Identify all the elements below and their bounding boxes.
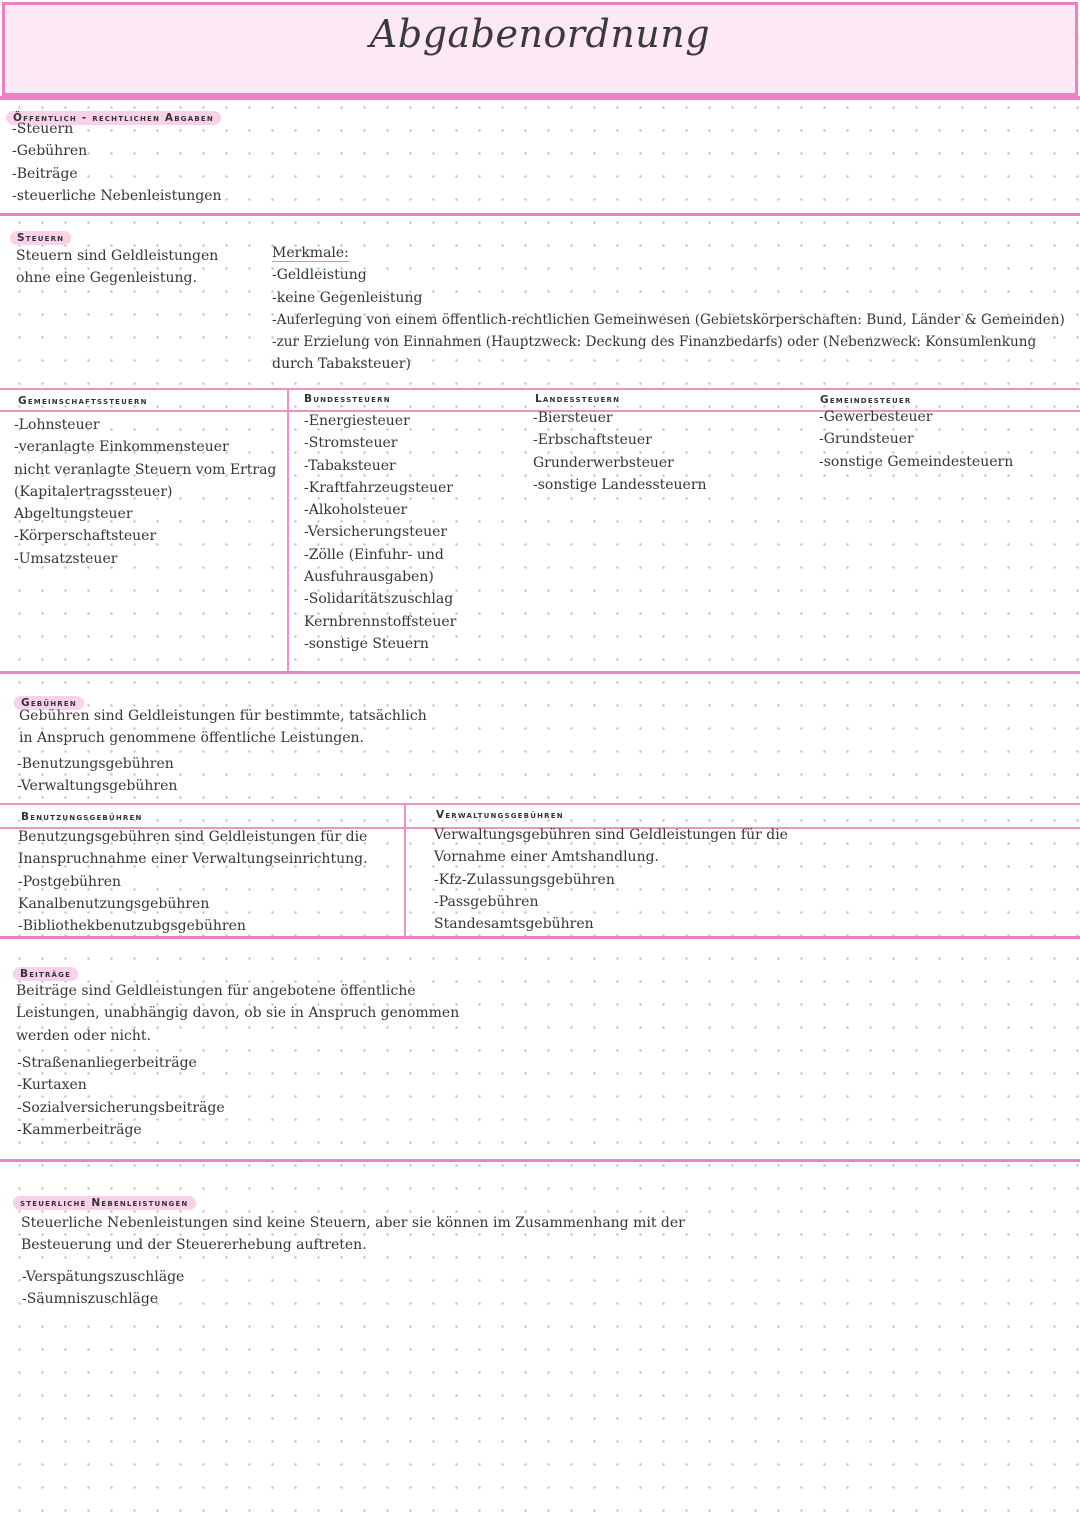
- column-divider: [287, 388, 289, 671]
- list-item: -Benutzungsgebühren: [17, 756, 174, 772]
- bundessteuern-heading: Bundessteuern: [304, 393, 391, 405]
- verwaltungsgebuehren-heading: Verwaltungsgebühren: [436, 809, 564, 821]
- table-top-border: [0, 388, 1080, 390]
- text-line: Inanspruchnahme einer Verwaltungseinrichtung.: [18, 851, 368, 868]
- list-item: -Alkoholsteuer: [304, 502, 408, 519]
- list-item: -Steuern: [12, 121, 74, 137]
- gebuehren-list: [17, 753, 177, 798]
- text-line: Benutzungsgebühren sind Geldleistungen für die: [18, 829, 368, 845]
- list-item: -Umsatzsteuer: [14, 550, 118, 567]
- definition-line: Steuern sind Geldleistungen: [16, 248, 219, 264]
- list-item: -Passgebühren: [434, 893, 539, 910]
- steuern-definition: [16, 245, 218, 290]
- list-item: Kernbrennstoffsteuer: [304, 613, 457, 630]
- list-item: -Säumniszuschläge: [22, 1291, 159, 1308]
- list-item: -Kraftfahrzeugsteuer: [304, 479, 454, 496]
- nebenleistungen-list: [22, 1266, 184, 1311]
- list-item: (Kapitalertragssteuer): [14, 483, 173, 500]
- list-item: -Verspätungszuschläge: [22, 1269, 185, 1285]
- divider: [0, 213, 1080, 216]
- title-underline: [0, 96, 1080, 100]
- list-item: -Gewerbesteuer: [819, 409, 933, 425]
- list-item: -Lohnsteuer: [14, 417, 100, 433]
- steuern-heading: Steuern: [10, 231, 71, 245]
- abgaben-heading: Öffentlich - rechtlichen Abgaben: [6, 111, 221, 125]
- landessteuern-list: [533, 407, 707, 496]
- merkmal-item: durch Tabaksteuer): [272, 356, 411, 373]
- list-item: -Energiesteuer: [304, 413, 410, 429]
- merkmale-label: Merkmale:: [272, 245, 349, 261]
- definition-line: ohne eine Gegenleistung.: [16, 270, 197, 287]
- list-item: -Tabaksteuer: [304, 457, 396, 474]
- list-item: -Straßenanliegerbeiträge: [17, 1055, 197, 1071]
- landessteuern-heading: Landessteuern: [535, 393, 621, 405]
- gebuehren-definition: [19, 705, 427, 750]
- abgaben-list: [12, 118, 222, 207]
- definition-line: Gebühren sind Geldleistungen für bestimmte, tatsächlich: [19, 708, 427, 724]
- divider: [0, 1159, 1080, 1162]
- list-item: -Verwaltungsgebühren: [17, 778, 178, 795]
- list-item: -Versicherungsteuer: [304, 524, 448, 541]
- definition-line: Beiträge sind Geldleistungen für angebotene öffentliche: [16, 983, 416, 999]
- gemeinschaftssteuern-list: [14, 414, 276, 570]
- beitraege-list: [17, 1052, 225, 1141]
- list-item: -Postgebühren: [18, 873, 122, 890]
- list-item: -sonstige Gemeindesteuern: [819, 453, 1014, 470]
- verwaltungsgebuehren-content: [434, 824, 788, 935]
- definition-line: werden oder nicht.: [16, 1027, 151, 1044]
- list-item: -Sozialversicherungsbeiträge: [17, 1099, 225, 1116]
- column-divider: [404, 803, 406, 937]
- divider: [0, 936, 1080, 939]
- list-item: -Stromsteuer: [304, 435, 398, 452]
- list-item: -Gebühren: [12, 143, 88, 160]
- list-item: Grunderwerbsteuer: [533, 454, 674, 471]
- list-item: -Grundsteuer: [819, 431, 914, 448]
- nebenleistungen-heading: steuerliche Nebenleistungen: [13, 1196, 196, 1210]
- list-item: -Kurtaxen: [17, 1077, 87, 1094]
- benutzungsgebuehren-heading: Benutzungsgebühren: [21, 811, 143, 823]
- list-item: -Bibliothekbenutzubgsgebühren: [18, 918, 246, 935]
- benutzungsgebuehren-content: [18, 826, 368, 937]
- gemeinschaftssteuern-heading: Gemeinschaftssteuern: [18, 395, 148, 407]
- page-title: Abgabenordnung: [369, 12, 711, 56]
- list-item: -Körperschaftsteuer: [14, 528, 157, 545]
- nebenleistungen-definition: [21, 1212, 685, 1257]
- definition-line: Steuerliche Nebenleistungen sind keine Steuern, aber sie können im Zusammenhang mit der: [21, 1215, 685, 1231]
- beitraege-definition: [16, 980, 459, 1047]
- beitraege-heading: Beiträge: [13, 967, 78, 981]
- list-item: -Beiträge: [12, 165, 78, 182]
- definition-line: in Anspruch genommene öffentliche Leistungen.: [19, 730, 364, 747]
- list-item: -Solidaritätszuschlag: [304, 591, 454, 608]
- list-item: -sonstige Landessteuern: [533, 476, 707, 493]
- gemeindesteuer-heading: Gemeindesteuer: [820, 394, 912, 406]
- merkmal-item: -Auferlegung von einem öffentlich-rechtlichen Gemeinwesen (Gebietskörperschaften: Bund, Länder & Gemeinden): [272, 311, 1065, 328]
- gebuehren-heading: Gebühren: [14, 696, 84, 710]
- list-item: Abgeltungsteuer: [14, 506, 133, 523]
- steuern-section: [10, 226, 71, 245]
- list-item: -steuerliche Nebenleistungen: [12, 187, 222, 204]
- list-item: -Kfz-Zulassungsgebühren: [434, 871, 615, 888]
- beitraege-section: [13, 962, 78, 981]
- table-top-border: [0, 803, 1080, 805]
- definition-line: Besteuerung und der Steuererhebung auftreten.: [21, 1237, 367, 1254]
- text-line: Vornahme einer Amtshandlung.: [434, 849, 660, 866]
- list-item: nicht veranlagte Steuern vom Ertrag: [14, 461, 277, 478]
- list-item: -Kammerbeiträge: [17, 1121, 142, 1138]
- list-item: Kanalbenutzungsgebühren: [18, 895, 210, 912]
- merkmal-item: -keine Gegenleistung: [272, 289, 423, 306]
- nebenleistungen-section: [13, 1191, 196, 1210]
- list-item: Standesamtsgebühren: [434, 916, 594, 933]
- list-item: -Erbschaftsteuer: [533, 432, 652, 449]
- bundessteuern-list: [304, 410, 456, 655]
- list-item: -Biersteuer: [533, 410, 613, 426]
- list-item: -veranlagte Einkommensteuer: [14, 439, 229, 456]
- list-item: Ausfuhrausgaben): [304, 569, 434, 586]
- merkmal-item: -zur Erzielung von Einnahmen (Hauptzweck: Deckung des Finanzbedarfs) oder (Nebenzweck: Konsumlenkung: [272, 334, 1037, 351]
- definition-line: Leistungen, unabhängig davon, ob sie in Anspruch genommen: [16, 1005, 460, 1022]
- text-line: Verwaltungsgebühren sind Geldleistungen für die: [434, 827, 788, 843]
- merkmal-item: -Geldleistung: [272, 267, 367, 284]
- list-item: -Zölle (Einfuhr- und: [304, 546, 444, 563]
- divider: [0, 671, 1080, 674]
- steuern-merkmale: [272, 242, 1065, 376]
- gemeindesteuer-list: [819, 406, 1013, 473]
- list-item: -sonstige Steuern: [304, 635, 429, 652]
